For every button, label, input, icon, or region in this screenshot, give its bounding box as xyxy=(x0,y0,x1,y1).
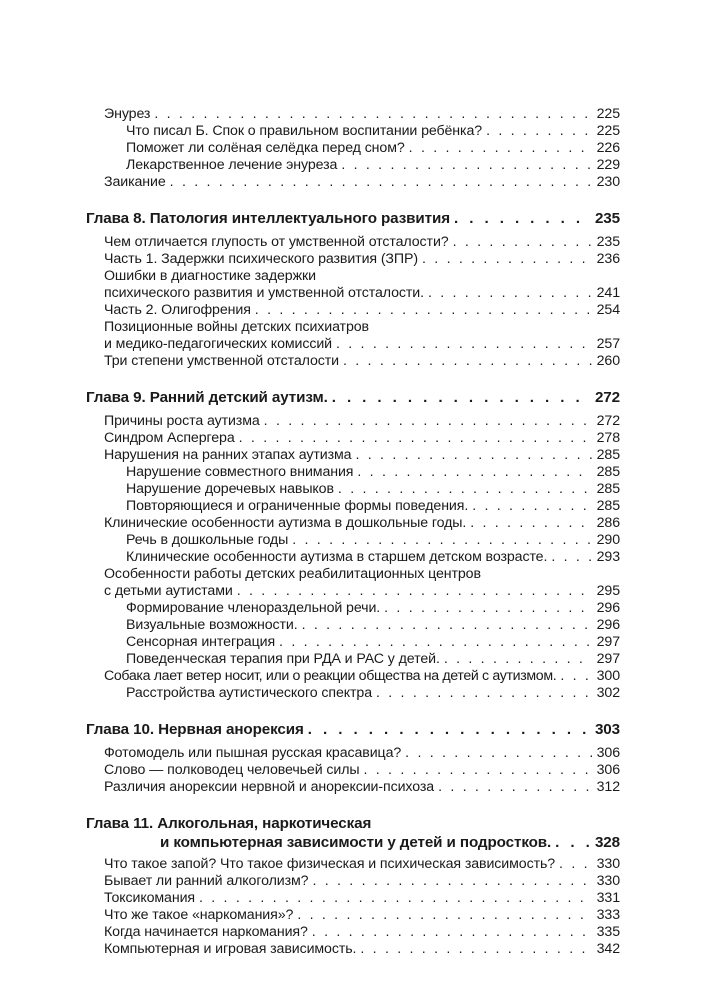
toc-entry-page: 285 xyxy=(596,464,620,480)
toc-entry-page: 254 xyxy=(596,302,620,318)
toc-entry xyxy=(86,498,620,515)
toc-entry-page: 290 xyxy=(596,532,620,548)
table-of-contents xyxy=(86,106,620,958)
toc-entry-page: 236 xyxy=(596,251,620,267)
toc-entry-page: 342 xyxy=(596,941,620,957)
toc-entry-title: Что писал Б. Спок о правильном воспитании ребёнка? xyxy=(126,123,483,139)
toc-entry-title: Речь в дошкольные годы xyxy=(126,532,289,548)
toc-entry-title: Клинические особенности аутизма в дошкольные годы. xyxy=(104,515,467,531)
dot-leader xyxy=(170,174,592,191)
dot-leader xyxy=(422,251,592,268)
toc-entry xyxy=(86,106,620,123)
chapter-title: Глава 8. Патология интеллектуального развития xyxy=(86,210,450,227)
toc-entry-page: 300 xyxy=(596,668,620,684)
toc-entry-page: 257 xyxy=(596,336,620,352)
toc-entry-title: Сенсорная интеграция xyxy=(126,634,276,650)
toc-entry xyxy=(86,762,620,779)
toc-entry xyxy=(86,123,620,140)
toc-entry-title: Нарушения на ранних этапах аутизма xyxy=(104,447,352,463)
toc-entry-page: 225 xyxy=(596,106,620,122)
dot-leader xyxy=(297,907,592,924)
toc-entry-title: Ошибки в диагностике задержки xyxy=(104,268,316,284)
toc-entry-page: 297 xyxy=(596,634,620,650)
toc-entry-page: 260 xyxy=(596,353,620,369)
toc-entry-title: Формирование членораздельной речи. xyxy=(126,600,381,616)
dot-leader xyxy=(264,413,592,430)
toc-entry xyxy=(86,549,620,566)
dot-leader xyxy=(360,941,592,958)
toc-entry-title: Поведенческая терапия при РДА и РАС у детей. xyxy=(126,651,440,667)
dot-leader xyxy=(363,762,592,779)
toc-entry-title: Особенности работы детских реабилитационных центров xyxy=(104,566,481,582)
dot-leader xyxy=(312,924,592,941)
dot-leader xyxy=(302,617,592,634)
toc-entry-page: 272 xyxy=(596,413,620,429)
toc-entry xyxy=(86,685,620,702)
dot-leader xyxy=(292,532,592,549)
dot-leader xyxy=(384,600,592,617)
toc-entry-title: Нарушение совместного внимания xyxy=(126,464,354,480)
dot-leader xyxy=(237,583,592,600)
toc-entry xyxy=(86,413,620,430)
toc-entry xyxy=(86,941,620,958)
toc-entry-title: Собака лает ветер носит, или о реакции общества на детей с аутизмом. xyxy=(104,668,557,684)
toc-entry-page: 286 xyxy=(596,515,620,531)
toc-entry xyxy=(86,515,620,532)
dot-leader xyxy=(336,336,592,353)
toc-entry-title: Чем отличается глупость от умственной отсталости? xyxy=(104,234,449,250)
toc-entry-page: 235 xyxy=(596,234,620,250)
toc-entry-title: Поможет ли солёная селёдка перед сном? xyxy=(126,140,405,156)
dot-leader xyxy=(279,634,592,651)
dot-leader xyxy=(560,668,592,685)
toc-entry-page: 285 xyxy=(596,447,620,463)
chapter-title: и компьютерная зависимости у детей и подростков. xyxy=(160,834,552,851)
dot-leader xyxy=(551,549,592,566)
toc-entry-page: 331 xyxy=(596,890,620,906)
chapter-page: 303 xyxy=(594,721,620,738)
dot-leader xyxy=(405,745,592,762)
toc-entry xyxy=(86,617,620,634)
toc-entry xyxy=(86,302,620,319)
toc-entry-title: Три степени умственной отсталости xyxy=(104,353,339,369)
toc-entry-page: 241 xyxy=(596,285,620,301)
toc-entry-title: Токсикомания xyxy=(104,890,195,906)
toc-entry-page: 230 xyxy=(596,174,620,190)
toc-entry-page: 293 xyxy=(596,549,620,565)
chapter-heading-line1 xyxy=(86,814,620,833)
toc-entry xyxy=(86,745,620,762)
toc-entry-title: Повторяющиеся и ограниченные формы поведения. xyxy=(126,498,469,514)
toc-entry-title: Что такое запой? Что такое физическая и психическая зависимость? xyxy=(104,856,556,872)
toc-entry xyxy=(86,600,620,617)
toc-entry-title: Лекарственное лечение энуреза xyxy=(126,157,338,173)
dot-leader xyxy=(555,833,591,852)
dot-leader xyxy=(409,140,592,157)
chapter-page: 328 xyxy=(594,834,620,851)
toc-entry xyxy=(86,430,620,447)
chapter-heading xyxy=(86,720,620,739)
dot-leader xyxy=(453,234,592,251)
toc-entry-continued xyxy=(86,566,620,583)
toc-entry-title: Расстройства аутистического спектра xyxy=(126,685,372,701)
toc-entry-title: Что же такое «наркомания»? xyxy=(104,907,294,923)
toc-entry-page: 285 xyxy=(596,481,620,497)
toc-entry-page: 295 xyxy=(596,583,620,599)
toc-entry-page: 296 xyxy=(596,617,620,633)
dot-leader xyxy=(308,720,591,739)
toc-entry-title: Заикание xyxy=(104,174,166,190)
dot-leader xyxy=(355,447,592,464)
toc-entry-page: 225 xyxy=(596,123,620,139)
toc-entry-title: и медико-педагогических комиссий xyxy=(104,336,332,352)
toc-entry-title: с детьми аутистами xyxy=(104,583,233,599)
dot-leader xyxy=(312,873,592,890)
dot-leader xyxy=(486,123,592,140)
toc-entry-title: Различия анорексии нервной и анорексии-психоза xyxy=(104,779,435,795)
toc-entry-title: Слово — полководец человечьей силы xyxy=(104,762,360,778)
chapter-page: 272 xyxy=(594,389,620,406)
toc-entry-title: Позиционные войны детских психиатров xyxy=(104,319,369,335)
chapter-title: Глава 10. Нервная анорексия xyxy=(86,721,304,738)
dot-leader xyxy=(444,651,592,668)
toc-entry-title: Синдром Аспергера xyxy=(104,430,235,446)
dot-leader xyxy=(154,106,592,123)
toc-entry xyxy=(86,464,620,481)
chapter-page: 235 xyxy=(594,210,620,227)
toc-entry xyxy=(86,924,620,941)
dot-leader xyxy=(472,498,592,515)
dot-leader xyxy=(470,515,592,532)
toc-entry-title: Часть 1. Задержки психического развития (ЗПР) xyxy=(104,251,418,267)
toc-entry-continued xyxy=(86,268,620,285)
toc-entry-page: 306 xyxy=(596,745,620,761)
dot-leader xyxy=(438,779,592,796)
toc-entry-page: 229 xyxy=(596,157,620,173)
toc-entry-page: 297 xyxy=(596,651,620,667)
toc-entry xyxy=(86,532,620,549)
toc-entry xyxy=(86,481,620,498)
chapter-heading xyxy=(86,388,620,407)
toc-entry-title: Энурез xyxy=(104,106,151,122)
toc-entry xyxy=(86,890,620,907)
toc-entry-title: Причины роста аутизма xyxy=(104,413,260,429)
toc-entry xyxy=(86,251,620,268)
dot-leader xyxy=(376,685,592,702)
toc-entry xyxy=(86,668,620,685)
chapter-title: Глава 9. Ранний детский аутизм. xyxy=(86,389,328,406)
toc-entry-continued xyxy=(86,319,620,336)
toc-entry-page: 285 xyxy=(596,498,620,514)
toc-entry-page: 333 xyxy=(596,907,620,923)
toc-entry-page: 296 xyxy=(596,600,620,616)
dot-leader xyxy=(239,430,592,447)
toc-entry-page: 278 xyxy=(596,430,620,446)
toc-entry xyxy=(86,336,620,353)
dot-leader xyxy=(255,302,592,319)
toc-entry xyxy=(86,779,620,796)
toc-entry xyxy=(86,856,620,873)
dot-leader xyxy=(341,157,592,174)
dot-leader xyxy=(338,481,592,498)
toc-entry-page: 226 xyxy=(596,140,620,156)
toc-entry-title: Нарушение доречевых навыков xyxy=(126,481,334,497)
toc-entry-page: 330 xyxy=(596,873,620,889)
toc-entry xyxy=(86,234,620,251)
toc-entry-page: 306 xyxy=(596,762,620,778)
dot-leader xyxy=(357,464,592,481)
toc-entry xyxy=(86,651,620,668)
toc-entry-title: Визуальные возможности. xyxy=(126,617,298,633)
dot-leader xyxy=(559,856,592,873)
toc-entry-page: 312 xyxy=(596,779,620,795)
toc-entry xyxy=(86,583,620,600)
toc-entry-title: Клинические особенности аутизма в старшем детском возрасте. xyxy=(126,549,548,565)
toc-entry-title: Часть 2. Олигофрения xyxy=(104,302,251,318)
toc-entry-page: 335 xyxy=(596,924,620,940)
dot-leader xyxy=(343,353,592,370)
toc-entry xyxy=(86,157,620,174)
toc-entry-page: 330 xyxy=(596,856,620,872)
toc-entry-title: психического развития и умственной отсталости. xyxy=(104,285,424,301)
toc-entry xyxy=(86,634,620,651)
toc-entry xyxy=(86,140,620,157)
chapter-heading xyxy=(86,833,620,852)
toc-entry xyxy=(86,353,620,370)
dot-leader xyxy=(428,285,592,302)
toc-entry-title: Бывает ли ранний алкоголизм? xyxy=(104,873,309,889)
toc-entry-page: 302 xyxy=(596,685,620,701)
toc-entry xyxy=(86,873,620,890)
toc-entry-title: Компьютерная и игровая зависимость. xyxy=(104,941,357,957)
toc-entry-title: Когда начинается наркомания? xyxy=(104,924,308,940)
toc-entry-title: Фотомодель или пышная русская красавица? xyxy=(104,745,402,761)
toc-entry xyxy=(86,447,620,464)
toc-entry xyxy=(86,285,620,302)
chapter-title: Глава 11. Алкогольная, наркотическая xyxy=(86,815,372,832)
toc-entry xyxy=(86,907,620,924)
toc-entry xyxy=(86,174,620,191)
dot-leader xyxy=(454,209,591,228)
dot-leader xyxy=(332,388,591,407)
dot-leader xyxy=(199,890,592,907)
chapter-heading xyxy=(86,209,620,228)
